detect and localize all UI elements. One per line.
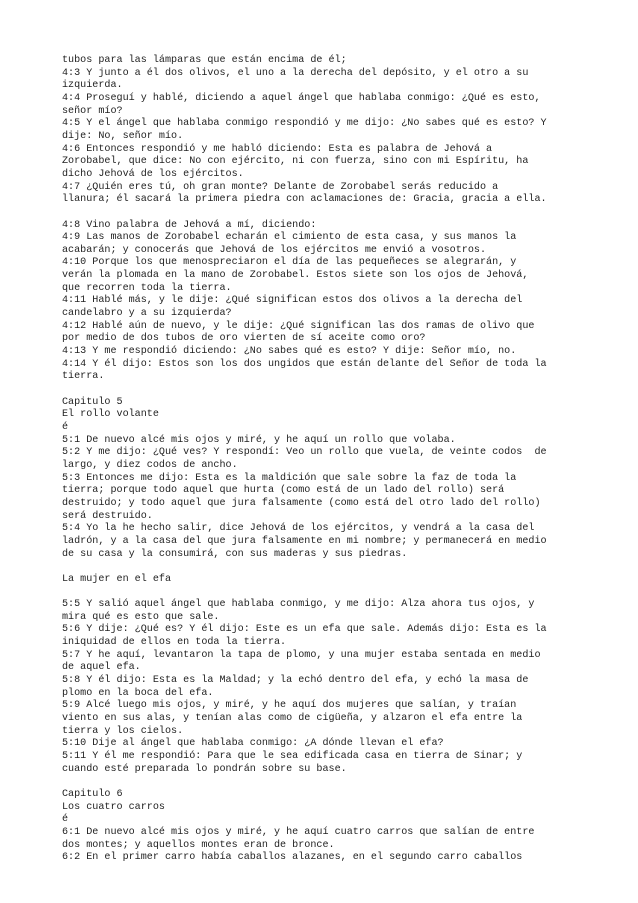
document-page [62,55,622,865]
text-paragraph: Los cuatro carros [62,801,165,813]
text-paragraph: 4:3 Y junto a él dos olivos, el uno a la derecha del depósito, y el otro a su izquierda. [62,67,529,92]
text-paragraph: 4:12 Hablé aún de nuevo, y le dije: ¿Qué significan las dos ramas de olivo que por medio de dos tubos de oro vierten de sí aceite como oro? [62,320,535,345]
text-paragraph: Capitulo 5 [62,396,123,408]
text-paragraph: El rollo volante [62,409,159,421]
text-paragraph: 4:14 Y él dijo: Estos son los dos ungidos que están delante del Señor de toda la tierra. [62,358,547,383]
text-paragraph: 4:11 Hablé más, y le dije: ¿Qué significan estos dos olivos a la derecha del candelabro y a su izquierda? [62,295,523,320]
text-paragraph: 4:7 ¿Quién eres tú, oh gran monte? Delante de Zorobabel serás reducido a llanura; él sacará la primera piedra con aclamaciones de: Gracia, gracia a ella. [62,181,547,206]
blank-line [62,776,622,789]
blank-line [62,207,622,220]
text-paragraph: 5:5 Y salió aquel ángel que hablaba conmigo, y me dijo: Alza ahora tus ojos, y mira qué es esto que sale. [62,599,535,623]
text-paragraph: 4:9 Las manos de Zorobabel echarán el cimiento de esta casa, y sus manos la acabarán; y conocerás que Jehová de los ejércitos me envió a vosotros. [62,232,517,256]
blank-line [62,561,622,574]
text-paragraph: 5:8 Y él dijo: Esta es la Maldad; y la echó dentro del efa, y echó la masa de plomo en la boca del efa. [62,675,529,699]
text-paragraph: 5:10 Dije al ángel que hablaba conmigo: ¿A dónde llevan el efa? [62,738,444,750]
text-paragraph: 5:9 Alcé luego mis ojos, y miré, y he aquí dos mujeres que salían, y traían viento en sus alas, y tenían alas como de cigüeña, y alzaron el efa entre la tierra y los cielos. [62,700,523,737]
blank-line [62,384,622,397]
text-paragraph: 4:4 Proseguí y hablé, diciendo a aquel ángel que hablaba conmigo: ¿Qué es esto, señor mío? [62,92,541,117]
text-paragraph: 4:6 Entonces respondió y me habló diciendo: Esta es palabra de Jehová a Zorobabel, que dice: No con ejército, ni con fuerza, sino con mi Espíritu, ha dicho Jehová de los ejércitos. [62,143,529,180]
blank-line [62,587,622,600]
text-paragraph: 4:8 Vino palabra de Jehová a mí, diciendo: [62,219,317,231]
text-paragraph: 6:2 En el primer carro había caballos alazanes, en el segundo carro caballos [62,852,523,864]
text-paragraph: 4:13 Y me respondió diciendo: ¿No sabes qué es esto? Y dije: Señor mío, no. [62,346,517,358]
text-paragraph: é [62,814,69,826]
text-paragraph: é [62,422,69,433]
text-paragraph: 5:1 De nuevo alcé mis ojos y miré, y he aquí un rollo que volaba. [62,434,456,446]
text-paragraph: 5:7 Y he aquí, levantaron la tapa de plomo, y una mujer estaba sentada en medio de aquel efa. [62,649,541,674]
text-paragraph: 5:3 Entonces me dijo: Esta es la maldición que sale sobre la faz de toda la tierra; porque todo aquel que hurta (como está de un lado del rollo) será destruido; y todo aquel que jura falsamente (como está del otro lado del rollo) será destruido. [62,472,541,522]
text-paragraph: 5:4 Yo la he hecho salir, dice Jehová de los ejércitos, y vendrá a la casa del ladrón, y a la casa del que jura falsamente en mi nombre; y permanecerá en medio de su casa y la consumirá, con sus maderas y sus piedras. [62,523,547,560]
text-paragraph: 4:10 Porque los que menospreciaron el día de las pequeñeces se alegrarán, y verán la plomada en la mano de Zorobabel. Estos siete son los ojos de Jehová, que recorren toda la tierra. [62,257,529,294]
text-paragraph: 4:5 Y el ángel que hablaba conmigo respondió y me dijo: ¿No sabes qué es esto? Y dije: No, señor mío. [62,118,547,142]
text-paragraph: Capitulo 6 [62,788,123,800]
text-paragraph: 6:1 De nuevo alcé mis ojos y miré, y he aquí cuatro carros que salían de entre dos montes; y aquellos montes eran de bronce. [62,826,535,851]
text-paragraph: 5:2 Y me dijo: ¿Qué ves? Y respondí: Veo un rollo que vuela, de veinte codos de largo, y diez codos de ancho. [62,447,547,471]
text-paragraph: 5:11 Y él me respondió: Para que le sea edificada casa en tierra de Sinar; y cuando esté preparada lo pondrán sobre su base. [62,751,523,775]
text-paragraph: tubos para las lámparas que están encima de él; [62,55,347,66]
text-paragraph: La mujer en el efa [62,573,172,585]
text-paragraph: 5:6 Y dije: ¿Qué es? Y él dijo: Este es un efa que sale. Además dijo: Esta es la iniquidad de ellos en toda la tierra. [62,624,547,649]
